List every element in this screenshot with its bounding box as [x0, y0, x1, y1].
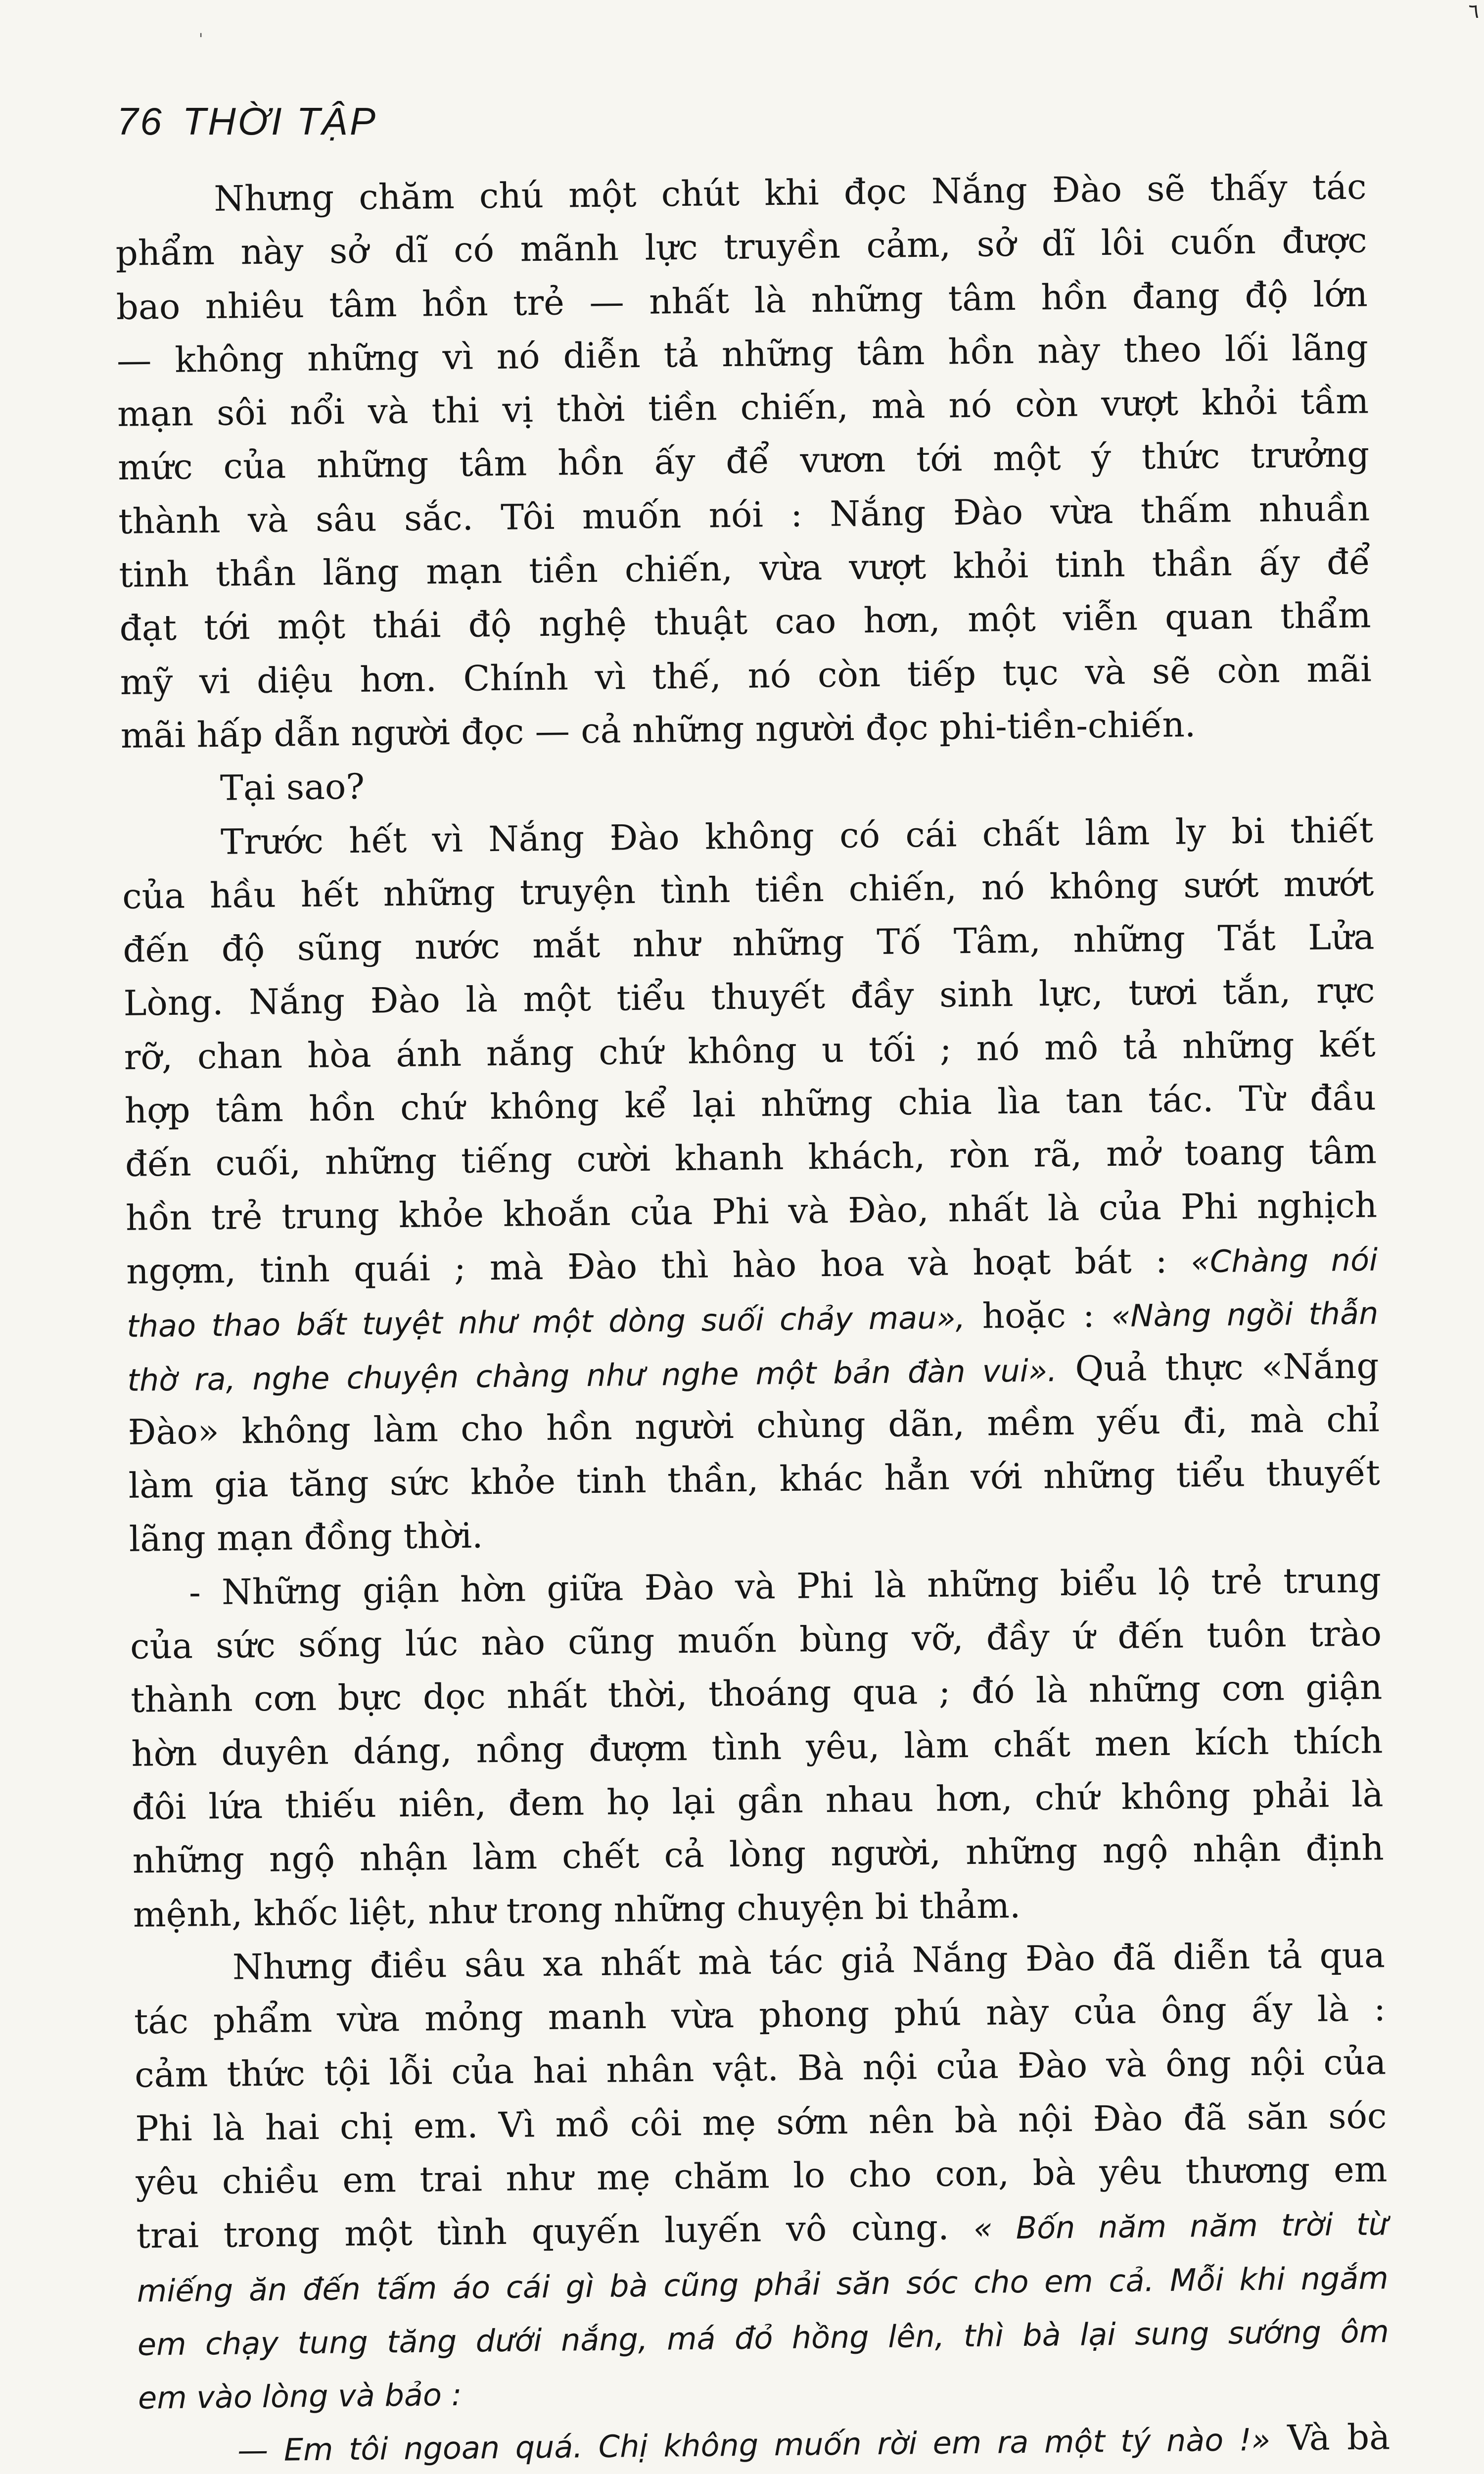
stray-mark: ' [199, 31, 203, 48]
quoted-text: thờ ra, nghe chuyện chàng như nghe một bản đàn vui». [127, 1352, 1058, 1398]
body-text [115, 160, 1391, 2474]
line-text: rỡ, chan hòa ánh nắng chứ không u tối ; nó mô tả những kết [124, 1024, 1376, 1078]
line-text: — không những vì nó diễn tả những tâm hồn này theo lối lãng [116, 327, 1369, 381]
line-text: cảm thức tội lỗi của hai nhân vật. Bà nội của Đào và ông nội của [134, 2042, 1387, 2096]
line-text: ngợm, tinh quái ; mà Đào thì hào hoa và hoạt bát : [126, 1240, 1192, 1292]
line-text: bao nhiêu tâm hồn trẻ — nhất là những tâm hồn đang độ lớn [116, 274, 1368, 328]
line-text: đôi lứa thiếu niên, đem họ lại gần nhau hơn, chứ không phải là [132, 1774, 1384, 1828]
line-text: làm gia tăng sức khỏe tinh thần, khác hẳn với những tiểu thuyết [128, 1452, 1381, 1506]
running-title: THỜI TẬP [182, 99, 378, 143]
running-header [117, 99, 377, 144]
corner-mark: ٦ [1468, 0, 1479, 23]
line-text: Đào» không làm cho hồn người chùng dãn, mềm yếu đi, mà chỉ [128, 1399, 1380, 1453]
line-text: đến độ sũng nước mắt như những Tố Tâm, những Tắt Lửa [123, 916, 1375, 971]
line-text: tinh thần lãng mạn tiền chiến, vừa vượt khỏi tinh thần ấy để [119, 541, 1371, 596]
line-text: của hầu hết những truyện tình tiền chiến, nó không sướt mướt [122, 863, 1374, 917]
quoted-text: thao thao bất tuyệt như một dòng suối chảy mau», [127, 1299, 966, 1345]
line-text: Trước hết vì Nắng Đào không có cái chất lâm ly bi thiết [220, 809, 1374, 862]
quoted-text: «Chàng nói [1191, 1241, 1378, 1280]
quoted-text: « Bốn năm năm trời từ [973, 2206, 1388, 2247]
line-text: hoặc : [965, 1294, 1112, 1337]
line-text: Nhưng chăm chú một chút khi đọc Nắng Đào sẽ thấy tác [214, 166, 1367, 219]
line-text: thành cơn bực dọc nhất thời, thoáng qua ; đó là những cơn giận [130, 1666, 1383, 1721]
quoted-text: miếng ăn đến tấm áo cái gì bà cũng phải săn sóc cho em cả. Mỗi khi ngắm [137, 2259, 1389, 2309]
line-text: mãi hấp dẫn người đọc — cả những người đọc phi-tiền-chiến. [120, 704, 1196, 756]
line-text: những ngộ nhận làm chết cả lòng người, những ngộ nhận định [132, 1827, 1385, 1882]
quoted-text: «Nàng ngồi thẫn [1111, 1295, 1379, 1334]
line-text: mệnh, khốc liệt, như trong những chuyện bi thảm. [133, 1885, 1021, 1935]
line-text: Lòng. Nắng Đào là một tiểu thuyết đầy sinh lực, tươi tắn, rực [123, 970, 1375, 1024]
line-text: phẩm này sở dĩ có mãnh lực truyền cảm, sở dĩ lôi cuốn được [115, 220, 1367, 274]
line-text: đến cuối, những tiếng cười khanh khách, ròn rã, mở toang tâm [125, 1131, 1377, 1185]
line-text: của sức sống lúc nào cũng muốn bùng vỡ, đầy ứ đến tuôn trào [130, 1613, 1382, 1667]
line-text: mức của những tâm hồn ấy để vươn tới một ý thức trưởng [117, 434, 1370, 488]
line-text: Tại sao? [220, 766, 365, 809]
line-text: Nhưng điều sâu xa nhất mà tác giả Nắng Đào đã diễn tả qua [232, 1935, 1386, 1988]
line-text: Quả thực «Nắng [1057, 1345, 1379, 1389]
line-text: mạn sôi nổi và thi vị thời tiền chiến, mà nó còn vượt khỏi tầm [117, 381, 1369, 435]
quoted-text: — Em tôi ngoan quá. Chị không muốn rời em ra một tý nào !» [237, 2422, 1271, 2469]
line-text: lãng mạn đồng thời. [129, 1515, 483, 1560]
line-text: - Những giận hờn giữa Đào và Phi là những biểu lộ trẻ trung [188, 1560, 1382, 1613]
page-number: 76 [117, 99, 164, 143]
line-text: Phi là hai chị em. Vì mồ côi mẹ sớm nên bà nội Đào đã săn sóc [135, 2095, 1387, 2149]
line-text: đạt tới một thái độ nghệ thuật cao hơn, một viễn quan thẩm [119, 595, 1371, 649]
quoted-text: em chạy tung tăng dưới nắng, má đỏ hồng lên, thì bà lại sung sướng ôm [137, 2313, 1390, 2363]
line-text: hợp tâm hồn chứ không kể lại những chia lìa tan tác. Từ đầu [124, 1077, 1377, 1131]
quoted-text: em vào lòng và bảo : [138, 2377, 462, 2416]
line-text: Và bà [1270, 2417, 1391, 2459]
line-text: yêu chiều em trai như mẹ chăm lo cho con, bà yêu thương em [136, 2149, 1388, 2203]
line-text: trai trong một tình quyến luyến vô cùng. [136, 2207, 974, 2257]
line-text: hồn trẻ trung khỏe khoắn của Phi và Đào, nhất là của Phi nghịch [125, 1185, 1378, 1238]
line-text: thành và sâu sắc. Tôi muốn nói : Nắng Đào vừa thấm nhuần [118, 488, 1370, 542]
line-text: mỹ vi diệu hơn. Chính vì thế, nó còn tiếp tục và sẽ còn mãi [120, 649, 1372, 703]
line-text: tác phẩm vừa mỏng manh vừa phong phú này của ông ấy là : [134, 1988, 1386, 2042]
line-text: hờn duyên dáng, nồng đượm tình yêu, làm chất men kích thích [131, 1720, 1383, 1774]
